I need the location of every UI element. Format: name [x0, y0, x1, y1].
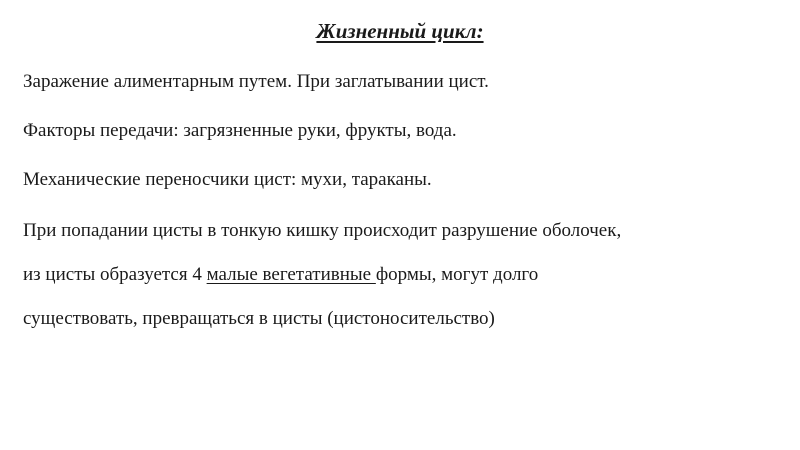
paragraph-mechanical-carriers: Механические переносчики цист: мухи, тараканы. — [23, 169, 432, 190]
intestine-line-2-after: формы, могут долго — [375, 264, 539, 285]
underlined-vegetative-forms: малые вегетативные — [206, 264, 376, 285]
paragraph-intestine-line-2 — [23, 262, 538, 288]
paragraph-intestine-line-1: При попадании цисты в тонкую кишку происходит разрушение оболочек, — [23, 220, 622, 241]
slide-title: Жизненный цикл: — [316, 19, 484, 43]
paragraph-infection-route: Заражение алиментарным путем. При заглатывании цист. — [23, 71, 489, 92]
paragraph-transmission-factors: Факторы передачи: загрязненные руки, фрукты, вода. — [23, 120, 457, 141]
paragraph-intestine-line-3: существовать, превращаться в цисты (цистоносительство) — [23, 308, 495, 329]
intestine-line-2-before: из цисты образуется 4 — [23, 264, 207, 285]
